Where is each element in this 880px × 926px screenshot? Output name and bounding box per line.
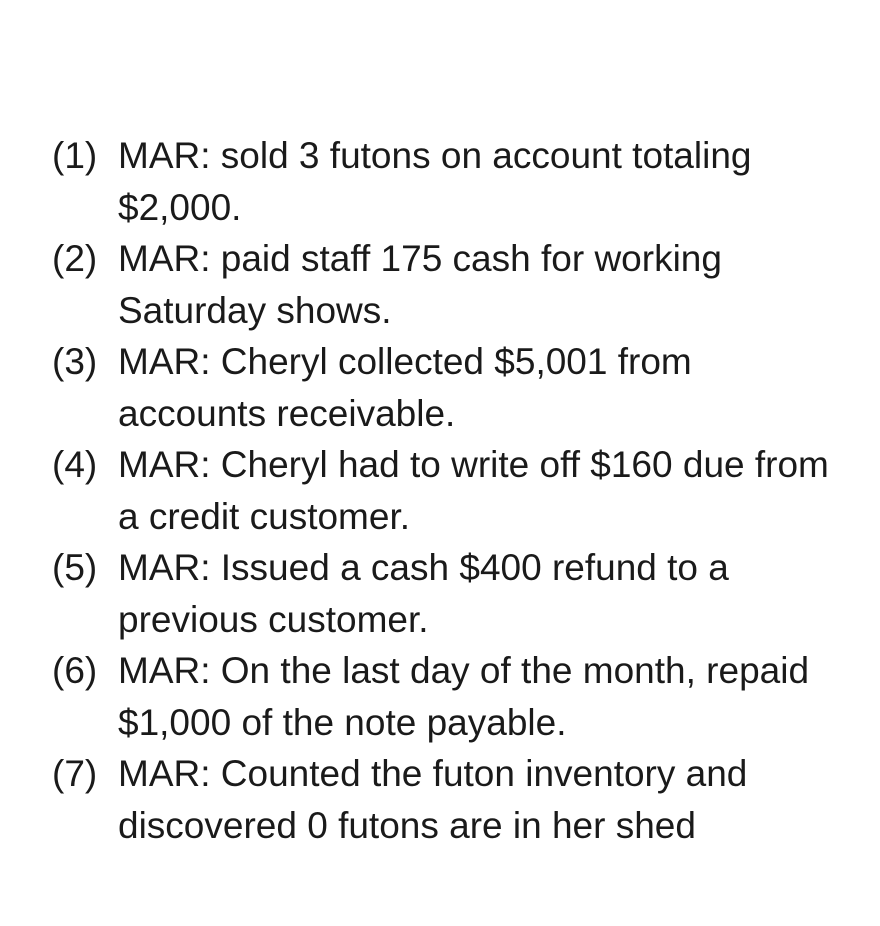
item-text <box>118 130 880 233</box>
list-item <box>52 336 880 439</box>
item-text <box>118 542 880 645</box>
item-line: MAR: On the last day of the month, repaid <box>118 650 810 691</box>
item-line: MAR: sold 3 futons on account totaling <box>118 135 752 176</box>
item-number: (1) <box>52 135 98 176</box>
list-item <box>52 645 880 748</box>
item-text <box>118 233 880 336</box>
item-line: $1,000 of the note payable. <box>118 701 567 743</box>
item-line: discovered 0 futons are in her shed <box>118 804 696 846</box>
item-number: (2) <box>52 238 98 279</box>
item-number: (4) <box>52 444 98 485</box>
item-line: Saturday shows. <box>118 289 392 331</box>
list-item <box>52 542 880 645</box>
item-line: a credit customer. <box>118 495 411 537</box>
item-line: MAR: Counted the futon inventory and <box>118 753 748 794</box>
item-number: (3) <box>52 341 98 382</box>
list-item <box>52 130 880 233</box>
item-line: MAR: Cheryl collected $5,001 from <box>118 341 692 382</box>
item-line: previous customer. <box>118 598 429 640</box>
item-text <box>118 645 880 748</box>
list-item <box>52 748 880 851</box>
item-number: (6) <box>52 650 98 691</box>
item-line: MAR: paid staff 175 cash for working <box>118 238 722 279</box>
item-text <box>118 439 880 542</box>
item-line: MAR: Cheryl had to write off $160 due from <box>118 444 829 485</box>
list-item <box>52 439 880 542</box>
item-line: MAR: Issued a cash $400 refund to a <box>118 547 729 588</box>
item-number: (5) <box>52 547 98 588</box>
item-line: $2,000. <box>118 186 242 228</box>
item-text <box>118 336 880 439</box>
item-line: accounts receivable. <box>118 392 456 434</box>
transaction-list <box>52 130 880 851</box>
item-text <box>118 748 880 851</box>
item-number: (7) <box>52 753 98 794</box>
list-item <box>52 233 880 336</box>
